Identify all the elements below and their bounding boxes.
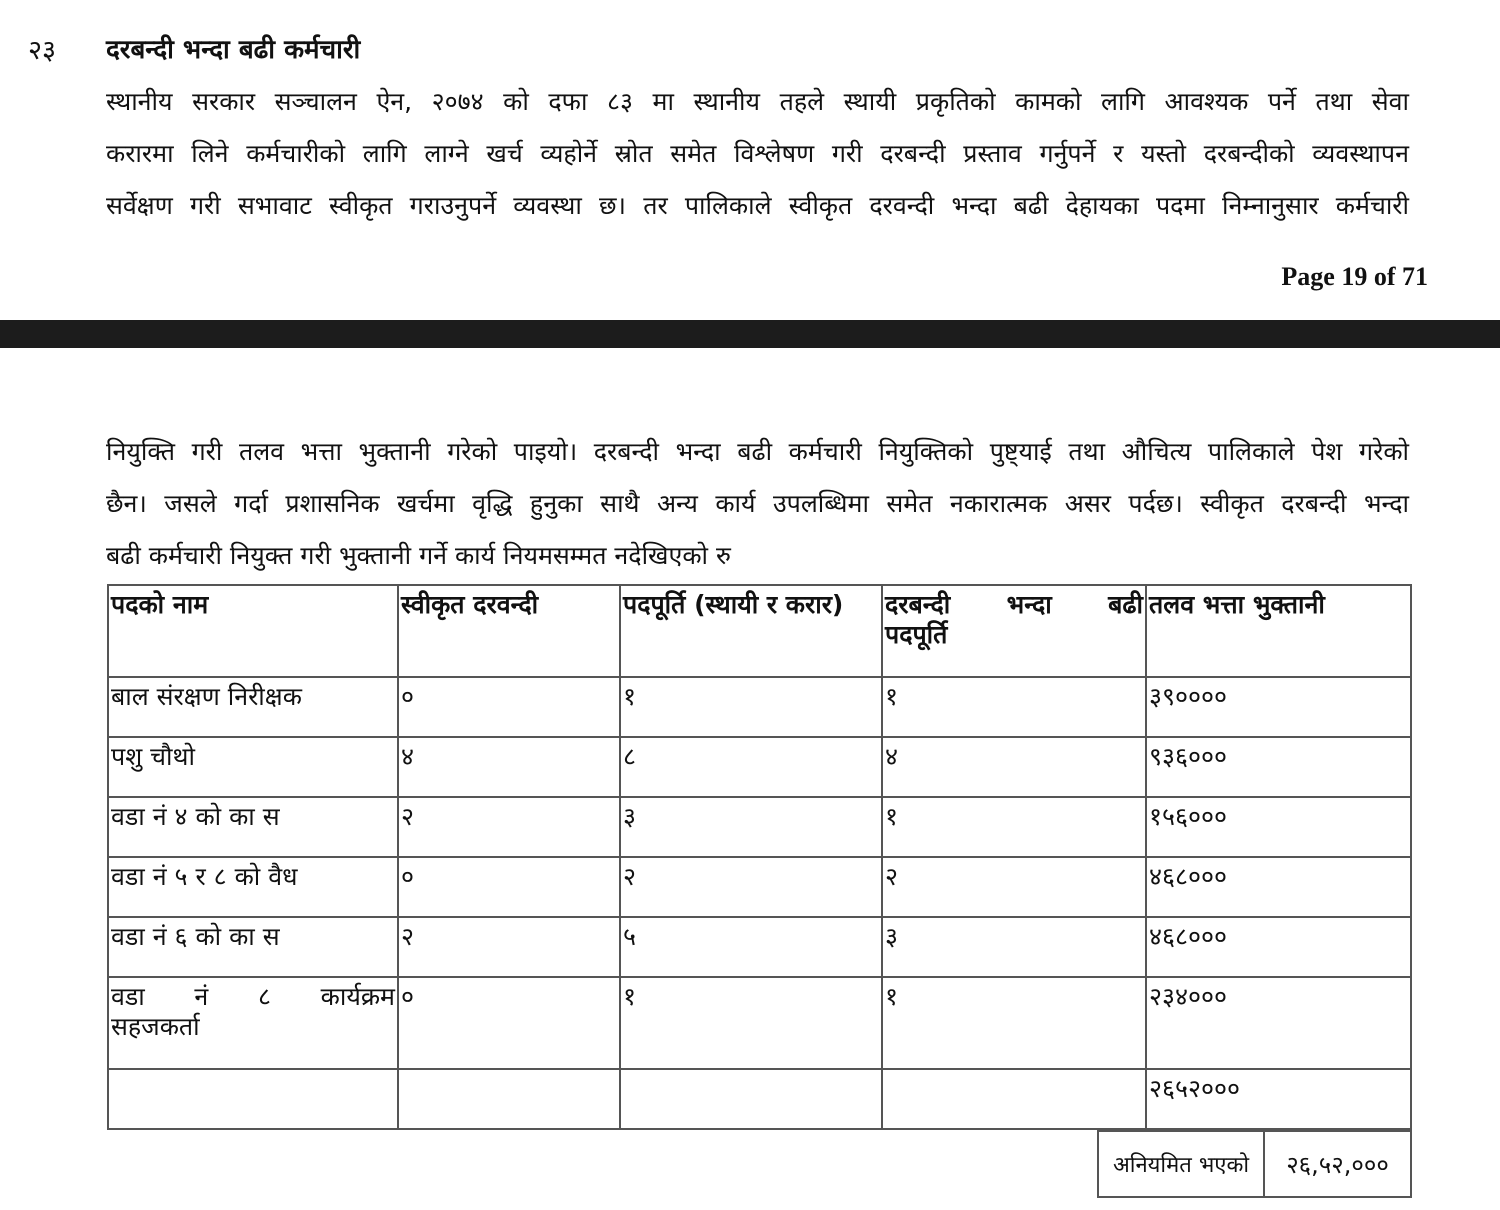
- cell-post-name-line-2: सहजकर्ता: [111, 1012, 200, 1041]
- paragraph-top-line-2: करारमा लिने कर्मचारीको लागि लाग्ने खर्च व्यहोर्ने स्रोत समेत विश्लेषण गरी दरबन्दी प्रस्ताव गर्नुपर्ने र यस्तो दरबन्दीको व्यवस्थापन: [106, 139, 1409, 168]
- header-post-name: पदको नाम: [108, 585, 398, 677]
- paragraph-top-line-3: सर्वेक्षण गरी सभावाट स्वीकृत गराउनुपर्ने व्यवस्था छ। तर पालिकाले स्वीकृत दरवन्दी भन्दा बढी देहायका पदमा निम्नानुसार कर्मचारी: [106, 191, 1409, 220]
- paragraph-top-line-1: स्थानीय सरकार सञ्चालन ऐन, २०७४ को दफा ८३ मा स्थानीय तहले स्थायी प्रकृतिको कामको लागि आवश्यक पर्ने तथा सेवा: [106, 87, 1409, 116]
- cell-approved: ४: [398, 737, 620, 797]
- cell-empty: [620, 1069, 882, 1129]
- header-excess-line-2: पदपूर्ति: [885, 620, 948, 649]
- cell-total-payment: २६५२०००: [1146, 1069, 1411, 1129]
- table-row: [108, 977, 1411, 1069]
- table-row: [108, 857, 1411, 917]
- page-number: Page 19 of 71: [1281, 262, 1428, 291]
- cell-excess: १: [882, 797, 1146, 857]
- cell-approved: ०: [398, 977, 620, 1069]
- table-row: [108, 677, 1411, 737]
- cell-approved: २: [398, 917, 620, 977]
- table-row: [108, 797, 1411, 857]
- cell-post-name: वडा नं ६ को का स: [108, 917, 398, 977]
- cell-filled: २: [620, 857, 882, 917]
- header-filled-posts: पदपूर्ति (स्थायी र करार): [620, 585, 882, 677]
- cell-excess: २: [882, 857, 1146, 917]
- table-row: [108, 737, 1411, 797]
- cell-approved: ०: [398, 857, 620, 917]
- cell-filled: ५: [620, 917, 882, 977]
- cell-payment: ९३६०००: [1146, 737, 1411, 797]
- cell-payment: २३४०००: [1146, 977, 1411, 1069]
- cell-filled: १: [620, 977, 882, 1069]
- paragraph-bottom-line-2: छैन। जसले गर्दा प्रशासनिक खर्चमा वृद्धि हुनुका साथै अन्य कार्य उपलब्धिमा समेत नकारात्मक असर पर्दछ। स्वीकृत दरबन्दी भन्दा: [106, 489, 1409, 518]
- header-excess-line-1: दरबन्दी भन्दा बढी: [885, 590, 1143, 619]
- cell-excess: १: [882, 677, 1146, 737]
- section-number: २३: [28, 35, 57, 66]
- cell-post-name-line-1: वडा नं ८ कार्यक्रम: [111, 982, 395, 1011]
- table-total-row: [108, 1069, 1411, 1129]
- cell-post-name: वडा नं ५ र ८ को वैध: [108, 857, 398, 917]
- table-header-row: [108, 585, 1411, 677]
- table-row: [108, 917, 1411, 977]
- cell-empty: [882, 1069, 1146, 1129]
- paragraph-bottom-line-3: बढी कर्मचारी नियुक्त गरी भुक्तानी गर्ने कार्य नियमसम्मत नदेखिएको रु: [106, 541, 731, 570]
- cell-payment: ४६८०००: [1146, 857, 1411, 917]
- paragraph-bottom-line-1: नियुक्ति गरी तलव भत्ता भुक्तानी गरेको पाइयो। दरबन्दी भन्दा बढी कर्मचारी नियुक्तिको पुष्ट्याई तथा औचित्य पालिकाले पेश गरेको: [106, 437, 1409, 466]
- excess-staff-table: [107, 584, 1412, 1130]
- cell-empty: [108, 1069, 398, 1129]
- irregular-label: अनियमित भएको: [1098, 1131, 1264, 1197]
- cell-filled: १: [620, 677, 882, 737]
- cell-payment: ४६८०००: [1146, 917, 1411, 977]
- cell-payment: १५६०००: [1146, 797, 1411, 857]
- cell-excess: १: [882, 977, 1146, 1069]
- cell-post-name: बाल संरक्षण निरीक्षक: [108, 677, 398, 737]
- cell-filled: ३: [620, 797, 882, 857]
- cell-filled: ८: [620, 737, 882, 797]
- cell-payment: ३९००००: [1146, 677, 1411, 737]
- cell-approved: ०: [398, 677, 620, 737]
- cell-post-name: [108, 977, 398, 1069]
- header-excess-posts: [882, 585, 1146, 677]
- cell-excess: ३: [882, 917, 1146, 977]
- cell-post-name: वडा नं ४ को का स: [108, 797, 398, 857]
- header-approved-posts: स्वीकृत दरवन्दी: [398, 585, 620, 677]
- page-break-bar: [0, 320, 1500, 348]
- section-title: दरबन्दी भन्दा बढी कर्मचारी: [106, 35, 361, 65]
- irregular-amount-box: [1097, 1130, 1412, 1198]
- cell-empty: [398, 1069, 620, 1129]
- irregular-amount: २६,५२,०००: [1264, 1131, 1411, 1197]
- cell-excess: ४: [882, 737, 1146, 797]
- cell-approved: २: [398, 797, 620, 857]
- cell-post-name: पशु चौथो: [108, 737, 398, 797]
- header-salary-payment: तलव भत्ता भुक्तानी: [1146, 585, 1411, 677]
